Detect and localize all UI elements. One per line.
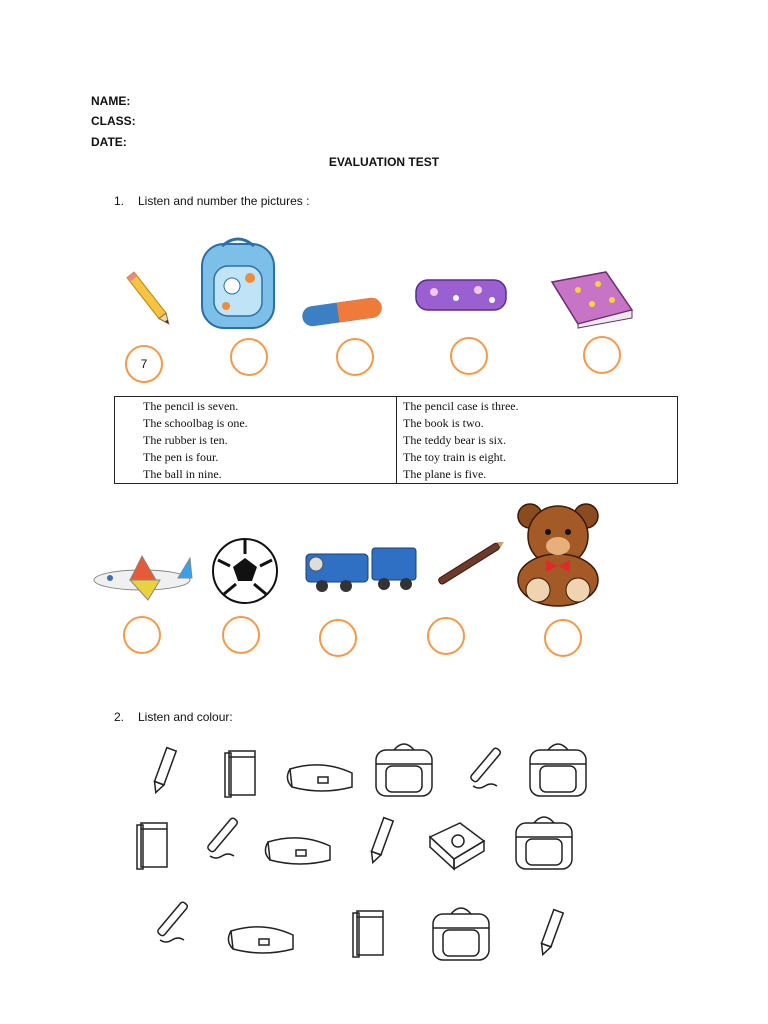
sentence: The pencil case is three. [403,399,519,413]
answer-example: 7 [140,357,148,371]
sentence: The toy train is eight. [403,450,506,464]
sentence: The teddy bear is six. [403,433,506,447]
page-title: EVALUATION TEST [328,155,440,169]
sentence: The pen is four. [143,450,219,464]
sentence: The schoolbag is one. [143,416,248,430]
question-2-text: Listen and colour: [138,710,233,724]
name-label: NAME: [91,94,131,108]
sentence: The ball in nine. [143,467,222,481]
class-label: CLASS: [91,114,136,128]
sentence: The plane is five. [403,467,487,481]
sentence: The rubber is ten. [143,433,228,447]
sentence: The book is two. [403,416,484,430]
date-label: DATE: [91,135,127,149]
sentence: The pencil is seven. [143,399,239,413]
question-1-number: 1. [114,194,125,208]
question-1-text: Listen and number the pictures : [138,194,310,208]
question-2-number: 2. [114,710,125,724]
